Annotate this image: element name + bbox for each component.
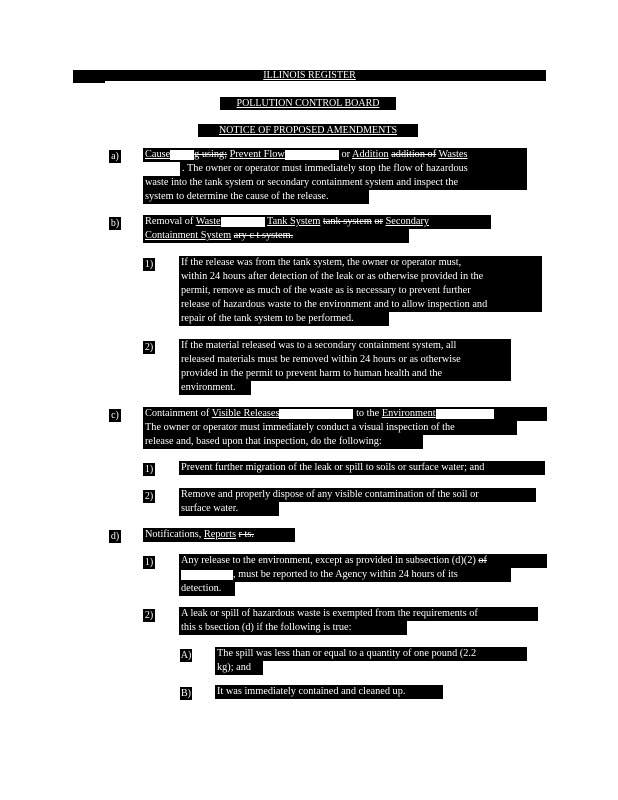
- section-d1-line2: [179, 568, 511, 582]
- section-a-wastes: Wastes: [438, 149, 468, 160]
- section-a-causing: g using;: [194, 149, 228, 160]
- section-d-notifications: Notifications,: [145, 529, 202, 540]
- section-b1-label: 1): [144, 259, 154, 270]
- section-b-label: b): [110, 218, 120, 229]
- section-d-reports: Reports: [203, 529, 236, 540]
- section-b-secondary-struck: ary c t system.: [233, 230, 294, 241]
- section-b-line2: [143, 229, 409, 243]
- section-a-addition: Addition: [352, 149, 389, 160]
- section-b-removal: Removal of: [145, 216, 194, 227]
- section-b2-line: released materials must be removed within 24 hours or as otherwise: [179, 353, 511, 367]
- section-a-or: or: [341, 149, 351, 160]
- section-b-containment-system: Containment System: [145, 230, 232, 241]
- section-b-tank-system-struck: tank system: [322, 216, 372, 227]
- section-b-line1: [143, 215, 491, 229]
- section-b2-line: provided in the permit to prevent harm to human health and the: [179, 367, 511, 381]
- section-a-prevent-flow: Prevent Flow: [229, 149, 285, 160]
- section-d2A-line: The spill was less than or equal to a quantity of one pound (2.2: [215, 647, 527, 661]
- section-b1-line: permit, remove as much of the waste as is necessary to prevent further: [179, 284, 542, 298]
- section-d2B-line: It was immediately contained and cleaned up.: [215, 685, 443, 699]
- section-a-line3: waste into the tank system or secondary containment system and inspect the: [143, 176, 527, 190]
- section-c-line3: release and, based upon that inspection, do the following:: [143, 435, 423, 449]
- section-a-cause: Cause: [145, 149, 171, 160]
- section-d1-line3: detection.: [179, 582, 235, 596]
- section-d1-line1: [179, 554, 547, 568]
- section-b-tank-system: Tank System: [267, 216, 321, 227]
- board-title: POLLUTION CONTROL BOARD: [220, 97, 396, 110]
- section-b-or: or: [374, 216, 383, 227]
- section-b2-line: environment.: [179, 381, 251, 395]
- section-d2A-line: kg); and: [215, 661, 263, 675]
- section-b-secondary: Secondary: [385, 216, 430, 227]
- section-d-reports-struck: r ts.: [238, 529, 254, 540]
- section-d1-label: 1): [144, 557, 154, 568]
- section-d1-text: Any release to the environment, except as provided in subsection (d)(2): [181, 555, 476, 566]
- section-d1-text: , must be reported to the Agency within 24 hours of its: [233, 569, 458, 580]
- section-c-label: c): [109, 409, 121, 422]
- section-b2-label: 2): [144, 342, 154, 353]
- section-c2-line: surface water.: [179, 502, 279, 516]
- section-a-label: a): [109, 150, 121, 163]
- notice-title: NOTICE OF PROPOSED AMENDMENTS: [198, 124, 418, 137]
- section-a-line2: . The owner or operator must immediately stop the flow of hazardous: [180, 162, 527, 176]
- section-b1-line: repair of the tank system to be performed.: [179, 312, 389, 326]
- section-c-visible-releases: Visible Releases: [211, 408, 280, 419]
- section-c2-line: Remove and properly dispose of any visible contamination of the soil or: [179, 488, 536, 502]
- section-b-waste: Waste: [195, 216, 221, 227]
- section-d2B-label: B): [181, 688, 191, 699]
- section-c-line1: [143, 407, 547, 421]
- header-rule: [73, 81, 105, 83]
- section-b1-line: within 24 hours after detection of the leak or as otherwise provided in the: [179, 270, 542, 284]
- register-title: ILLINOIS REGISTER: [263, 70, 356, 81]
- section-b1-line: release of hazardous waste to the environment and to allow inspection and: [179, 298, 542, 312]
- section-c-to-the: to the: [356, 408, 380, 419]
- section-d-line1: [143, 528, 295, 542]
- section-b1-line: If the release was from the tank system, the owner or operator must,: [179, 256, 542, 270]
- section-d2-label: 2): [144, 610, 154, 621]
- section-c1-line: Prevent further migration of the leak or spill to soils or surface water; and: [179, 461, 545, 475]
- section-c2-label: 2): [144, 491, 154, 502]
- section-a-line1: [143, 148, 527, 162]
- section-c1-label: 1): [144, 464, 154, 475]
- section-d2-line: A leak or spill of hazardous waste is exempted from the requirements of: [179, 607, 538, 621]
- section-b2-line: If the material released was to a secondary containment system, all: [179, 339, 511, 353]
- section-d-label: d): [110, 531, 120, 542]
- section-c-containment-of: Containment of: [145, 408, 210, 419]
- section-a-addition-of: addition of: [391, 149, 437, 160]
- section-c-environment: Environment: [381, 408, 436, 419]
- section-d1-of-struck: of: [478, 555, 487, 566]
- section-a-line4: system to determine the cause of the release.: [143, 190, 369, 204]
- section-c-line2: The owner or operator must immediately conduct a visual inspection of the: [143, 421, 517, 435]
- section-d2-line: this s bsection (d) if the following is true:: [179, 621, 407, 635]
- section-d2A-label: A): [180, 650, 192, 661]
